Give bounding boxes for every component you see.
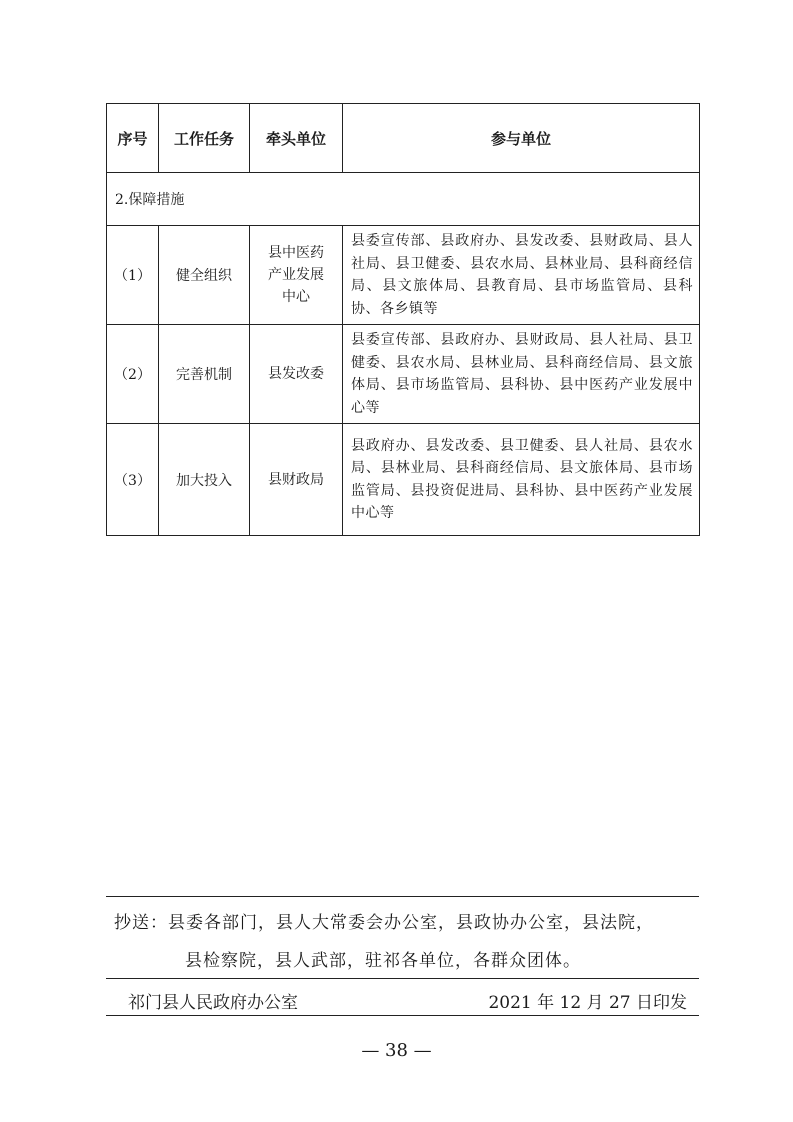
row-task: 加大投入 <box>159 424 250 536</box>
row-participants: 县委宣传部、县政府办、县发改委、县财政局、县人社局、县卫健委、县农水局、县林业局、县科商经信局、县文旅体局、县教育局、县市场监管局、县科协、各乡镇等 <box>343 226 700 325</box>
header-participants: 参与单位 <box>343 104 700 173</box>
row-lead: 县财政局 <box>250 424 343 536</box>
header-index: 序号 <box>107 104 159 173</box>
footer-bottom-rule <box>106 1015 699 1016</box>
issue-date: 2021 年 12 月 27 日印发 <box>488 993 687 1013</box>
cc-recipients-line2: 县检察院，县人武部，驻祁各单位，各群众团体。 <box>185 951 581 971</box>
row-index: （2） <box>107 325 159 424</box>
section-row <box>107 173 700 226</box>
row-participants: 县政府办、县发改委、县卫健委、县人社局、县农水局、县林业局、县科商经信局、县文旅体局、县市场监管局、县投资促进局、县科协、县中医药产业发展中心等 <box>343 424 700 536</box>
page-number: — 38 — <box>361 1040 432 1061</box>
table-row <box>107 424 700 536</box>
row-index: （1） <box>107 226 159 325</box>
footer-middle-rule <box>106 978 699 979</box>
row-lead: 县中医药产业发展中心 <box>250 226 343 325</box>
footer-top-rule <box>106 896 699 897</box>
section-title: 2.保障措施 <box>107 173 700 226</box>
cc-recipients-line1: 抄送：县委各部门，县人大常委会办公室，县政协办公室，县法院， <box>114 913 654 933</box>
header-lead: 牵头单位 <box>250 104 343 173</box>
issuing-office: 祁门县人民政府办公室 <box>128 993 298 1013</box>
row-participants: 县委宣传部、县政府办、县财政局、县人社局、县卫健委、县农水局、县林业局、县科商经信局、县文旅体局、县市场监管局、县科协、县中医药产业发展中心等 <box>343 325 700 424</box>
table-row <box>107 226 700 325</box>
table-header-row <box>107 104 700 173</box>
row-index: （3） <box>107 424 159 536</box>
table-row <box>107 325 700 424</box>
row-lead: 县发改委 <box>250 325 343 424</box>
header-task: 工作任务 <box>159 104 250 173</box>
row-task: 健全组织 <box>159 226 250 325</box>
task-table <box>106 103 700 536</box>
row-task: 完善机制 <box>159 325 250 424</box>
